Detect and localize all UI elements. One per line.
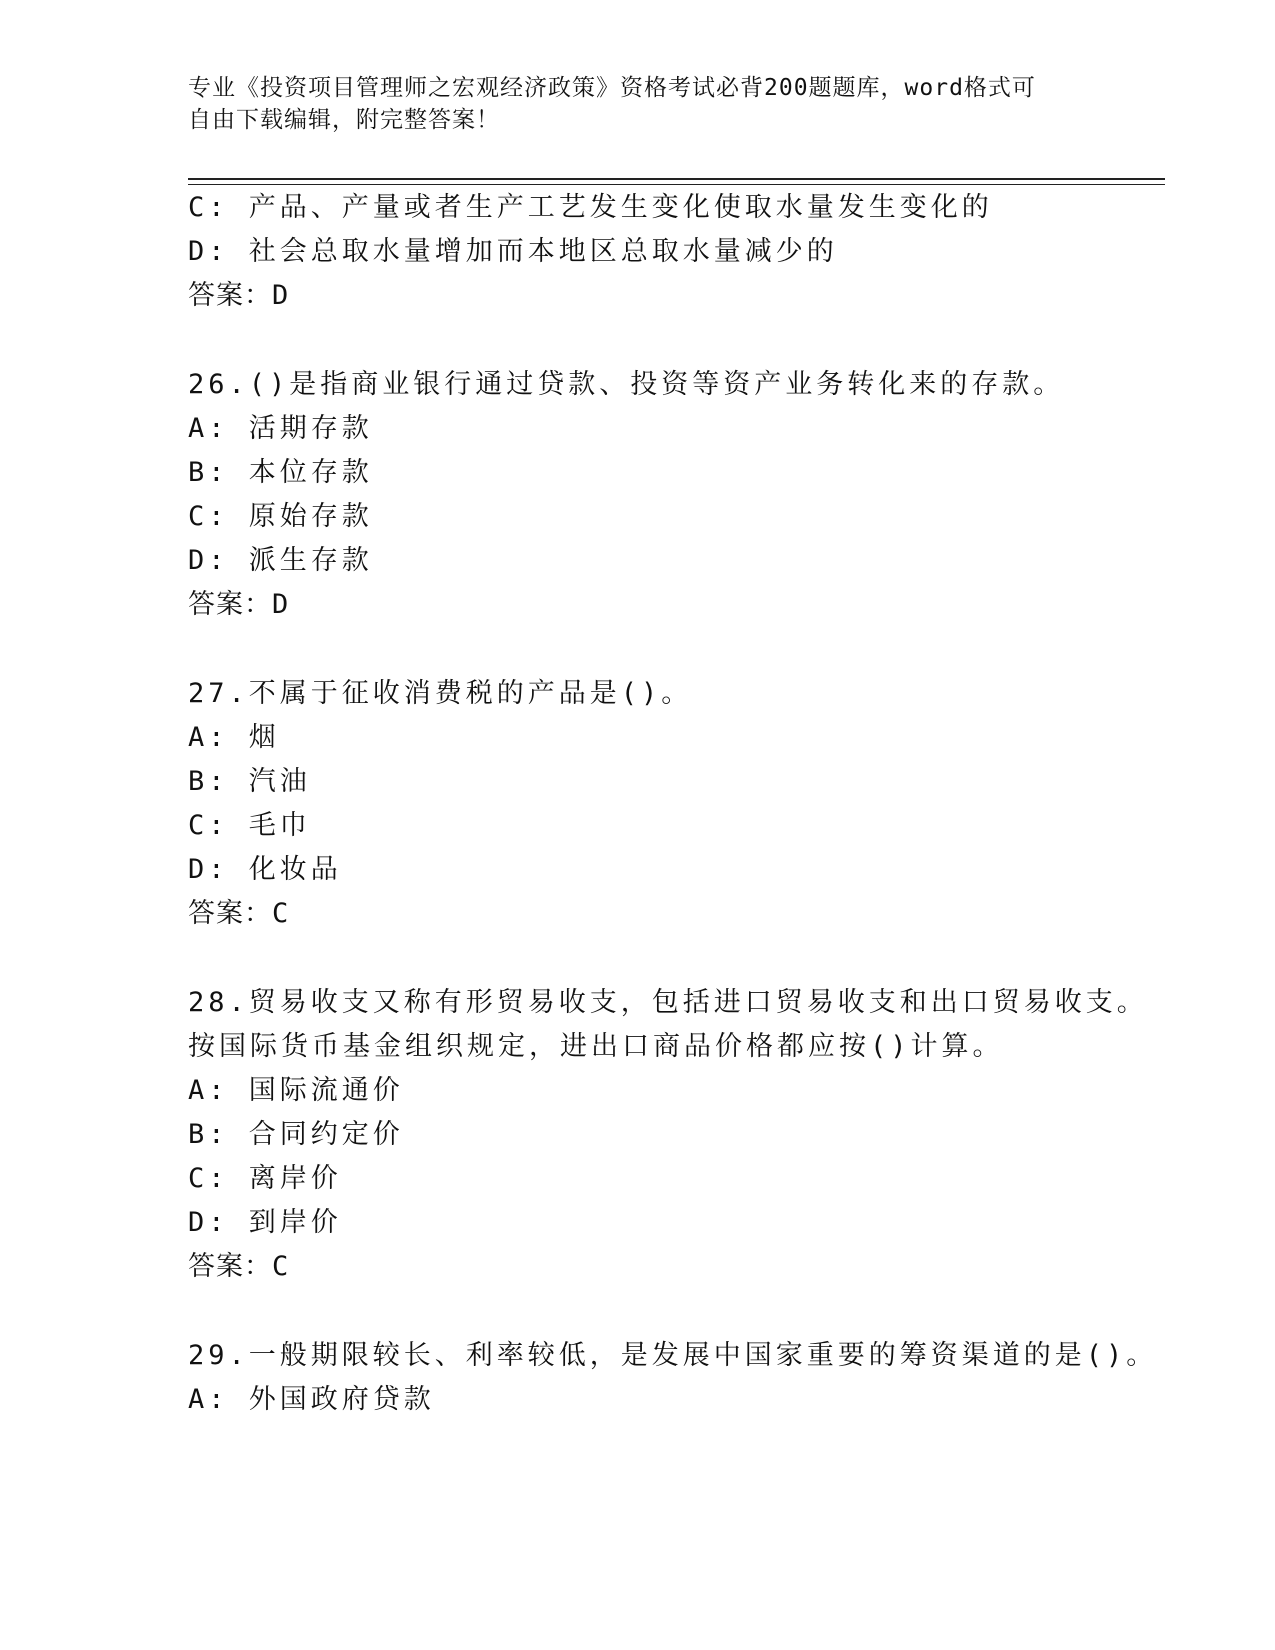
q26-option-c: C: 原始存款 (188, 501, 373, 532)
document-header (188, 72, 1068, 136)
answer-value: C (272, 1251, 289, 1282)
header-title-line-1: 专业《投资项目管理师之宏观经济政策》资格考试必背200题题库，word格式可 (188, 75, 1036, 101)
header-title-line-2: 自由下载编辑，附完整答案！ (188, 107, 500, 133)
answer-value: C (272, 898, 289, 929)
q27-option-a: A: 烟 (188, 722, 280, 753)
q26-option-b: B: 本位存款 (188, 457, 373, 488)
q26-answer (188, 588, 288, 622)
q29-stem: 29.一般期限较长、利率较低，是发展中国家重要的筹资渠道的是()。 (188, 1340, 1158, 1371)
q28-option-a: A: 国际流通价 (188, 1075, 404, 1106)
answer-label: 答案： (188, 280, 272, 311)
q28-answer (188, 1250, 288, 1284)
q27-stem: 27.不属于征收消费税的产品是()。 (188, 678, 693, 709)
q26-stem: 26.()是指商业银行通过贷款、投资等资产业务转化来的存款。 (188, 369, 1065, 400)
q29-option-a: A: 外国政府贷款 (188, 1384, 435, 1415)
answer-label: 答案： (188, 898, 272, 929)
q25-option-c: C: 产品、产量或者生产工艺发生变化使取水量发生变化的 (188, 192, 993, 223)
q27-option-d: D: 化妆品 (188, 854, 342, 885)
answer-label: 答案： (188, 1251, 272, 1282)
header-divider-thin (188, 184, 1165, 185)
q27-option-b: B: 汽油 (188, 766, 311, 797)
q26-option-d: D: 派生存款 (188, 545, 373, 576)
q28-option-c: C: 离岸价 (188, 1163, 342, 1194)
header-divider-thick (188, 178, 1165, 180)
q25-option-d: D: 社会总取水量增加而本地区总取水量减少的 (188, 236, 838, 267)
q28-stem: 28.贸易收支又称有形贸易收支，包括进口贸易收支和出口贸易收支。 (188, 987, 1148, 1018)
q28-option-d: D: 到岸价 (188, 1207, 342, 1238)
q27-answer (188, 897, 288, 931)
q26-option-a: A: 活期存款 (188, 413, 373, 444)
answer-label: 答案： (188, 589, 272, 620)
answer-value: D (272, 589, 289, 620)
q28-stem-continued: 按国际货币基金组织规定，进出口商品价格都应按()计算。 (188, 1031, 1004, 1062)
q27-option-c: C: 毛巾 (188, 810, 311, 841)
answer-value: D (272, 280, 289, 311)
q25-answer (188, 279, 288, 313)
q28-option-b: B: 合同约定价 (188, 1119, 404, 1150)
